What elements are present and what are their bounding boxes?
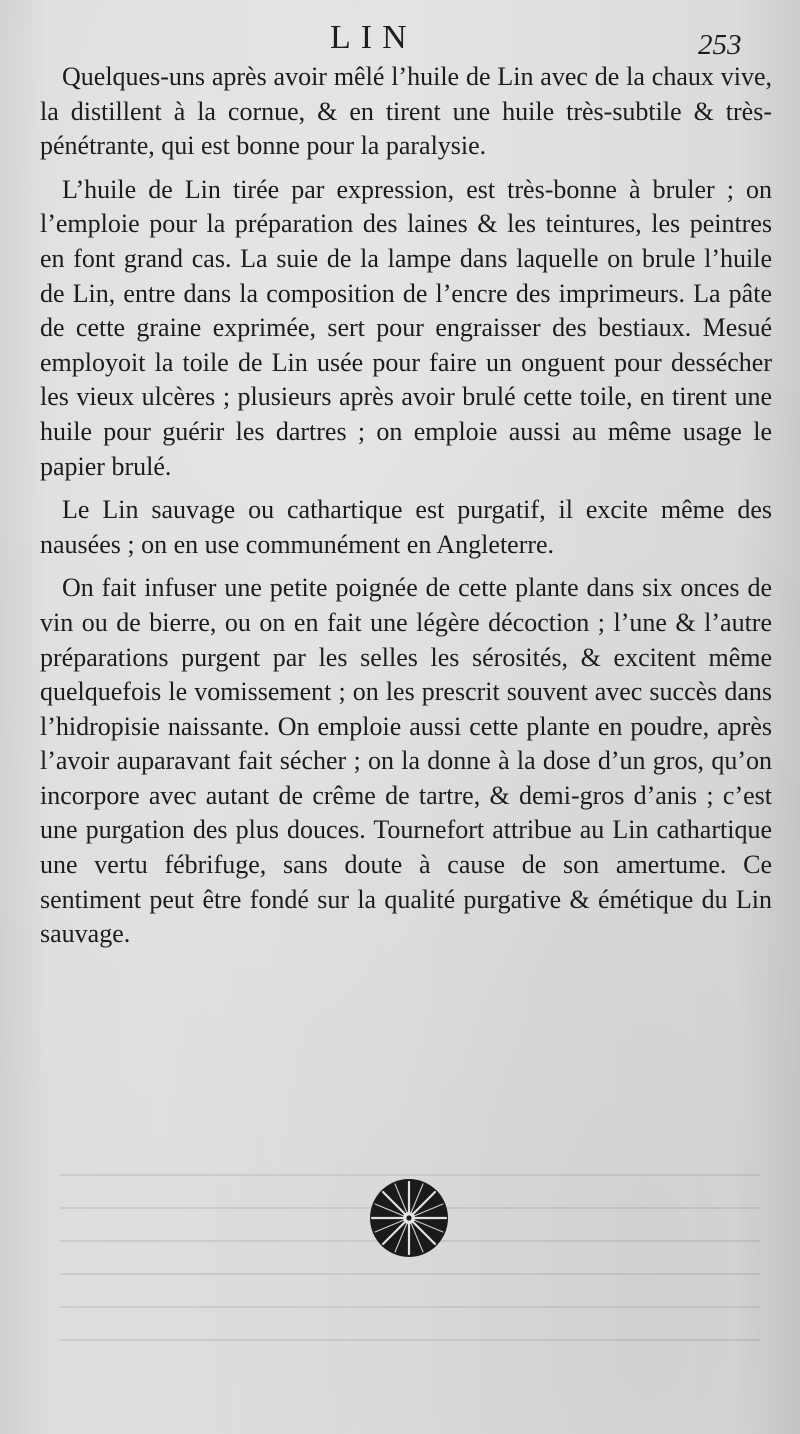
page-number: 253 <box>698 29 742 61</box>
fleuron-rosette-icon <box>366 1176 452 1260</box>
paragraph-4: On fait infuser une petite poignée de cette plante dans six onces de vin ou de bierre, ou on en fait une légère décoction ; l’une & l’autre préparations purgent par les selles les sérosités, & excitent même quelquefois le vomissement ; on les prescrit souvent avec succès dans l’hidropisie naissante. On emploie aussi cette plante en poudre, après l’avoir auparavant fait sécher ; on la donne à la dose d’un gros, qu’on incorpore avec autant de crême de tartre, & demi-gros d’anis ; c’est une purgation des plus douces. Tournefort attribue au Lin cathartique une vertu fébrifuge, sans doute à cause de son amertume. Ce sentiment peut être fondé sur la qualité purgative & émétique du Lin sauvage. <box>40 573 772 949</box>
running-title: LIN <box>330 19 417 56</box>
paragraph-1: Quelques-uns après avoir mêlé l’huile de Lin avec de la chaux vive, la distillent à la cornue, & en tirent une huile très-subtile & très-pénétrante, qui est bonne pour la paralysie. <box>40 62 772 161</box>
body-text <box>40 60 772 961</box>
paragraph-3: Le Lin sauvage ou cathartique est purgatif, il excite même des nausées ; on en use communément en Angleterre. <box>40 495 772 559</box>
paragraph-2: L’huile de Lin tirée par expression, est très-bonne à bruler ; on l’emploie pour la préparation des laines & les teintures, les peintres en font grand cas. La suie de la lampe dans laquelle on brule l’huile de Lin, entre dans la composition de l’encre des imprimeurs. La pâte de cette graine exprimée, sert pour engraisser des bestiaux. Mesué employoit la toile de Lin usée pour faire un onguent pour dessécher les vieux ulcères ; plusieurs après avoir brulé cette toile, en tirent une huile pour guérir les dartres ; on emploie aussi au même usage le papier brulé. <box>40 174 772 481</box>
